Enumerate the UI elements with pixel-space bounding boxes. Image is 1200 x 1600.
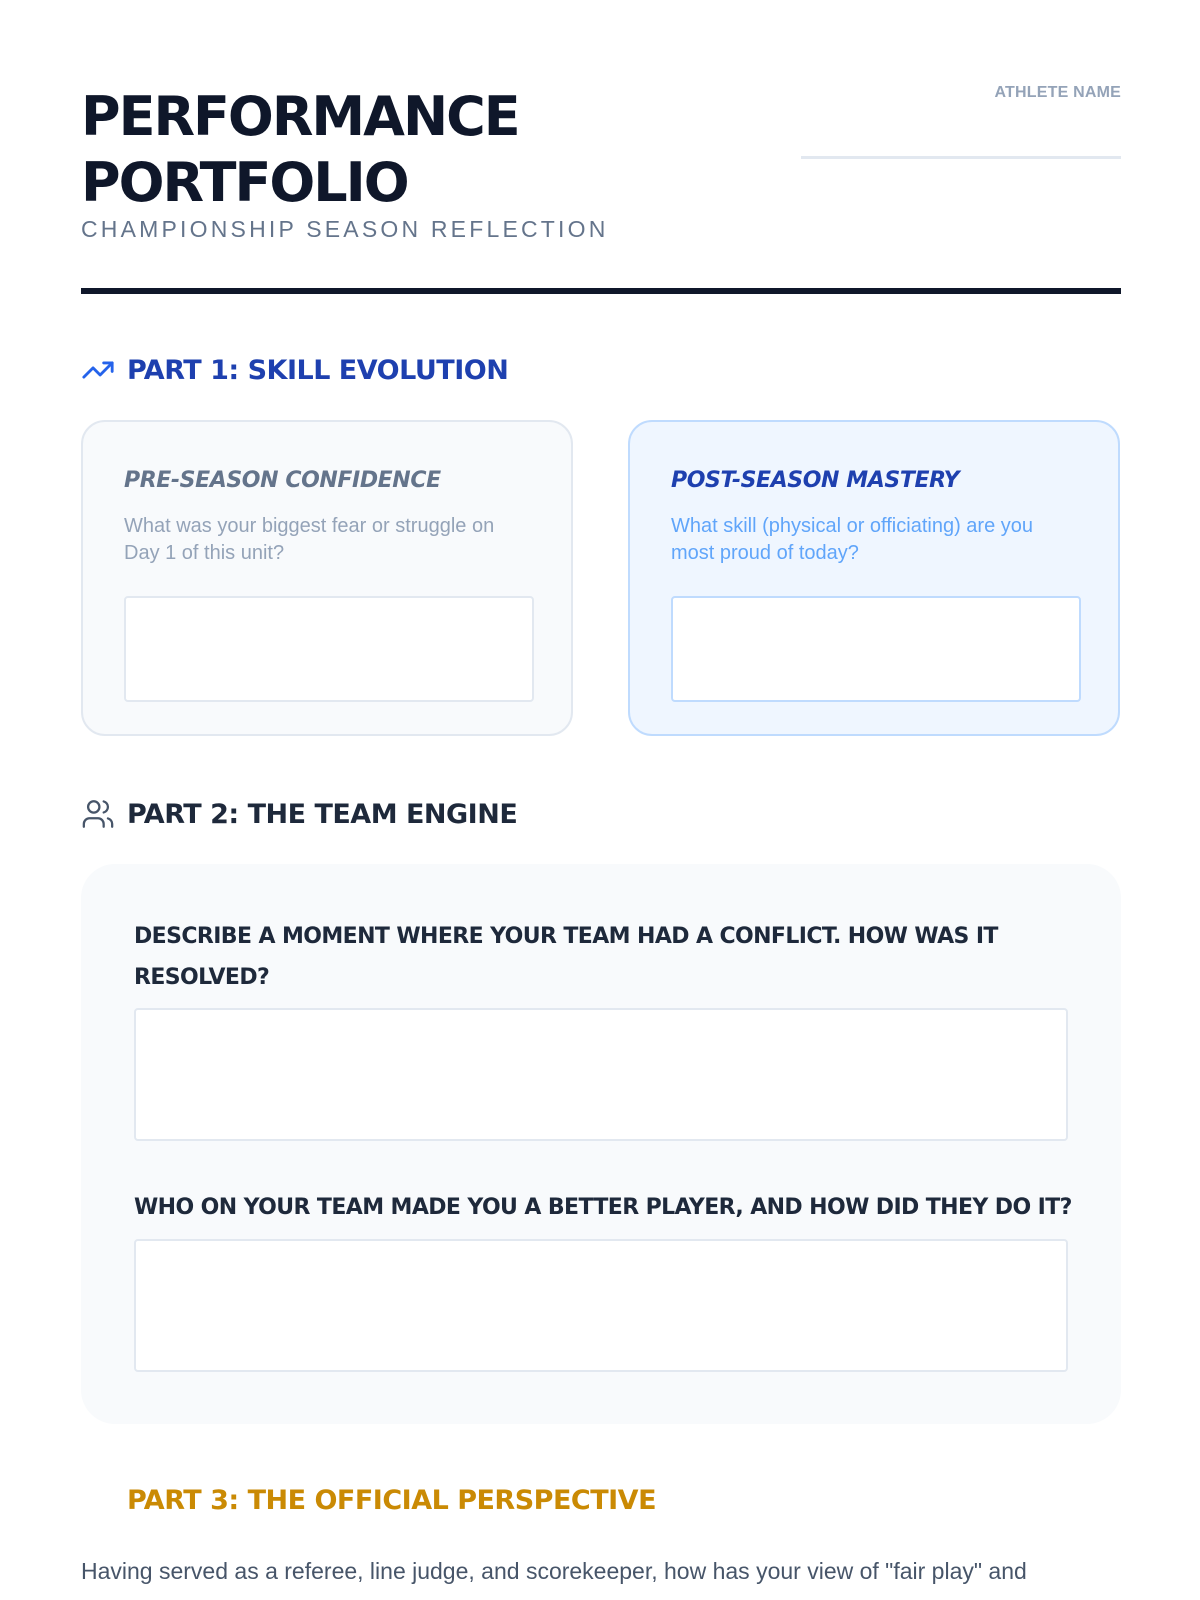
post-season-card — [628, 420, 1120, 736]
users-icon — [81, 797, 115, 831]
athlete-name-field[interactable] — [801, 156, 1121, 159]
part-1-title: PART 1: SKILL EVOLUTION — [127, 354, 509, 386]
pre-season-prompt: What was your biggest fear or struggle on Day 1 of this unit? — [124, 515, 495, 564]
page-title — [81, 84, 519, 216]
part-2-heading — [81, 794, 517, 834]
athlete-name-label: ATHLETE NAME — [994, 84, 1121, 101]
pre-season-answer-field[interactable] — [124, 596, 534, 702]
portfolio-page — [81, 0, 1121, 1600]
part-3-heading — [127, 1480, 656, 1520]
part-1-heading — [81, 350, 508, 390]
part-3-title: PART 3: THE OFFICIAL PERSPECTIVE — [127, 1484, 657, 1516]
conflict-answer-field[interactable] — [134, 1008, 1068, 1141]
team-engine-panel — [81, 864, 1121, 1424]
page-title-line-2: PORTFOLIO — [81, 151, 408, 214]
page-title-line-1: PERFORMANCE — [81, 85, 519, 148]
post-season-title: POST-SEASON MASTERY — [671, 468, 960, 493]
conflict-question: DESCRIBE A MOMENT WHERE YOUR TEAM HAD A CONFLICT. HOW WAS IT RESOLVED? — [134, 924, 998, 990]
part-2-title: PART 2: THE TEAM ENGINE — [127, 798, 518, 830]
post-season-answer-field[interactable] — [671, 596, 1081, 702]
post-season-prompt: What skill (physical or officiating) are you most proud of today? — [671, 515, 1033, 564]
header — [81, 84, 1121, 294]
part-3-prompt: Having served as a referee, line judge, and scorekeeper, how has your view of "fair play" and — [81, 1558, 1027, 1584]
teammate-question: WHO ON YOUR TEAM MADE YOU A BETTER PLAYER, AND HOW DID THEY DO IT? — [134, 1195, 1072, 1220]
trending-up-icon — [81, 353, 115, 387]
pre-season-card — [81, 420, 573, 736]
header-divider — [81, 288, 1121, 294]
pre-season-title: PRE-SEASON CONFIDENCE — [124, 468, 441, 493]
teammate-answer-field[interactable] — [134, 1239, 1068, 1372]
page-subtitle: CHAMPIONSHIP SEASON REFLECTION — [81, 216, 609, 242]
